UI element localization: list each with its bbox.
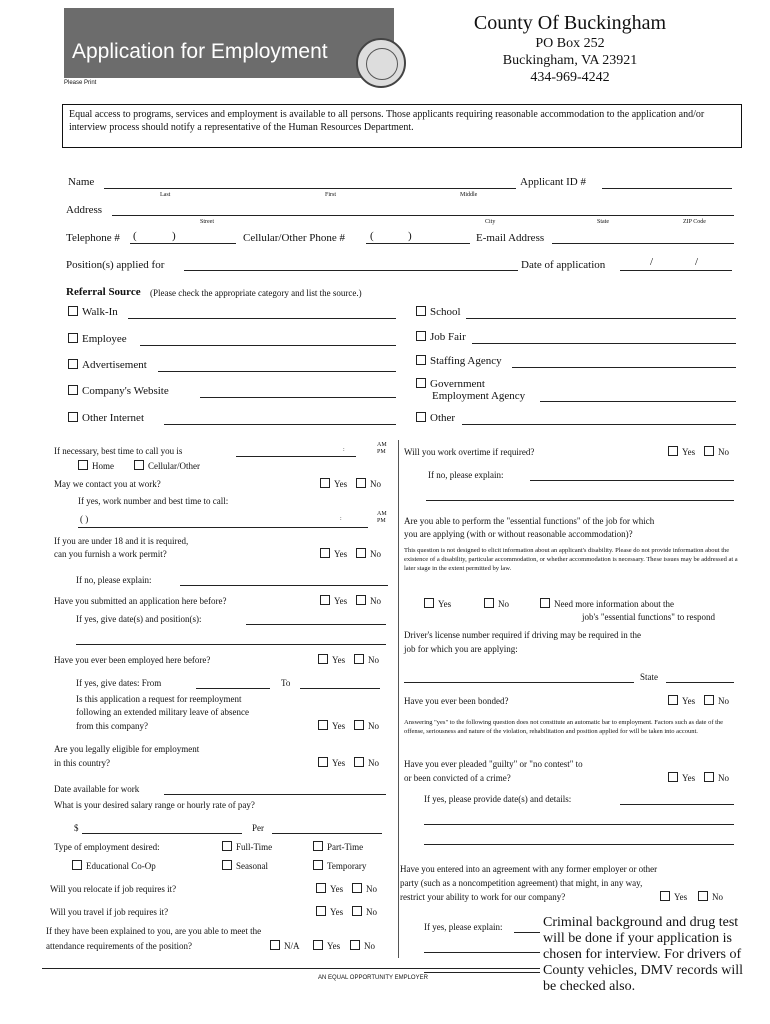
eligible-no-checkbox[interactable] [354, 757, 364, 767]
no-label: No [368, 758, 379, 768]
city-sublabel: City [485, 219, 496, 225]
government-checkbox[interactable] [416, 378, 426, 388]
referral-website[interactable] [68, 385, 169, 397]
school-checkbox[interactable] [416, 306, 426, 316]
agreement-explain-field-2[interactable] [424, 952, 540, 953]
yes-label: Yes [334, 549, 348, 559]
overtime-no-checkbox[interactable] [704, 446, 714, 456]
job-fair-field[interactable] [472, 343, 736, 344]
reemploy-line2: following an extended military leave of absence [76, 707, 249, 717]
date-available-label: Date available for work [54, 784, 140, 794]
walk-in-label: Walk-In [82, 306, 118, 318]
government-label: Government [430, 378, 485, 390]
temporary-checkbox[interactable] [313, 860, 323, 870]
email-label: E-mail Address [476, 232, 545, 244]
eligible-line2: in this country? [54, 758, 110, 768]
background-check-note: Criminal background and drug test will be done if your application is chosen for interview. For drivers of County vehicles, DMV records will be checked also. [543, 915, 743, 994]
full-time-checkbox[interactable] [222, 841, 232, 851]
state-sublabel: State [597, 219, 609, 225]
type-employment-label: Type of employment desired: [54, 842, 160, 852]
agreement-explain-field[interactable] [514, 932, 540, 933]
agreement-no-checkbox[interactable] [698, 891, 708, 901]
crime-details-field-3[interactable] [424, 844, 734, 845]
no-label: No [370, 596, 381, 606]
to-label: To [281, 678, 291, 688]
no-label: No [498, 599, 509, 609]
home-checkbox[interactable] [78, 460, 88, 470]
contact-work-label: May we contact you at work? [54, 479, 161, 489]
last-sublabel: Last [160, 192, 171, 198]
referral-instructions: (Please check the appropriate category and list the source.) [150, 288, 362, 298]
work-time-pm: PM [377, 518, 386, 524]
yes-label: Yes [330, 907, 344, 917]
column-divider [398, 440, 399, 958]
phone-paren-close: ) [172, 230, 176, 242]
crime-details-field-2[interactable] [424, 824, 734, 825]
no-label: No [366, 907, 377, 917]
cell-other-option[interactable] [134, 460, 200, 471]
salary-dollar: $ [74, 823, 79, 833]
yes-label: Yes [682, 773, 696, 783]
employed-before-label: Have you ever been employed here before? [54, 655, 211, 665]
referral-job-fair[interactable] [416, 331, 466, 343]
website-field[interactable] [200, 397, 396, 398]
submitted-dates-field[interactable] [246, 624, 386, 625]
permit-yes[interactable] [320, 548, 347, 559]
government-line2: Employment Agency [432, 390, 526, 402]
position-field[interactable] [184, 270, 518, 271]
overtime-explain-field-2[interactable] [426, 500, 734, 501]
other-checkbox[interactable] [416, 412, 426, 422]
staffing-field[interactable] [512, 367, 736, 368]
attendance-line2: attendance requirements of the position? [46, 941, 192, 951]
attendance-na-checkbox[interactable] [270, 940, 280, 950]
employed-no-checkbox[interactable] [354, 654, 364, 664]
other-internet-checkbox[interactable] [68, 412, 78, 422]
travel-yes[interactable] [316, 906, 343, 917]
relocate-no-checkbox[interactable] [352, 883, 362, 893]
yes-label: Yes [674, 892, 688, 902]
staffing-label: Staffing Agency [430, 355, 502, 367]
reemploy-yes-checkbox[interactable] [318, 720, 328, 730]
attendance-line1: If they have been explained to you, are you able to meet the [46, 926, 262, 936]
government-field[interactable] [540, 401, 736, 402]
other-internet-field[interactable] [164, 424, 396, 425]
eligible-yes-checkbox[interactable] [318, 757, 328, 767]
best-time-colon: : [343, 447, 345, 453]
employee-checkbox[interactable] [68, 333, 78, 343]
from-date-field[interactable] [196, 688, 270, 689]
street-sublabel: Street [200, 219, 214, 225]
referral-staffing[interactable] [416, 355, 502, 367]
work-number-paren: ( ) [80, 514, 89, 524]
school-field[interactable] [466, 318, 736, 319]
guilty-line1: Have you ever pleaded "guilty" or "no contest" to [404, 759, 583, 769]
full-time-label: Full-Time [236, 842, 273, 852]
bonded-yes[interactable] [668, 695, 695, 706]
eligible-yes[interactable] [318, 757, 345, 768]
bonded-yes-checkbox[interactable] [668, 695, 678, 705]
date-slash-2: / [695, 256, 699, 268]
yes-label: Yes [332, 655, 346, 665]
guilty-no-checkbox[interactable] [704, 772, 714, 782]
agreement-line3: restrict your ability to work for our company? [400, 892, 566, 902]
zip-sublabel: ZIP Code [683, 219, 706, 225]
edu-coop-label: Educational Co-Op [86, 861, 156, 871]
need-more-label: Need more information about the [554, 599, 674, 609]
seasonal-option[interactable] [222, 860, 268, 871]
name-label: Name [68, 176, 95, 188]
submitted-no[interactable] [356, 595, 381, 606]
reemploy-no[interactable] [354, 720, 379, 731]
dates-from-label: If yes, give dates: From [76, 678, 162, 688]
applicant-id-label: Applicant ID # [520, 176, 586, 188]
submitted-dates-field-2[interactable] [76, 644, 386, 645]
referral-employee[interactable] [68, 333, 127, 345]
under18-line2: can you furnish a work permit? [54, 549, 167, 559]
temporary-label: Temporary [327, 861, 367, 871]
license-line1: Driver's license number required if driving may be required in the [404, 630, 642, 640]
cellular-label: Cellular/Other Phone # [243, 232, 346, 244]
middle-sublabel: Middle [460, 192, 478, 198]
address-field[interactable] [112, 215, 734, 216]
travel-label: Will you travel if job requires it? [50, 907, 169, 917]
reemploy-yes[interactable] [318, 720, 345, 731]
temporary-option[interactable] [313, 860, 366, 871]
referral-school[interactable] [416, 306, 461, 318]
essential-line1: Are you able to perform the "essential functions" of the job for which [404, 516, 655, 526]
disability-disclaimer: This question is not designed to elicit information about an applicant's disability. Please do not provide information about the existence of a disability, particular accommodation, or whether accommodation is necessary. These issues may be addressed at a later stage in the extent permitted by law. [404, 547, 738, 572]
date-of-application-label: Date of application [521, 259, 606, 271]
other-field[interactable] [462, 424, 736, 425]
cell-paren-open: ( [370, 230, 374, 242]
best-time-field[interactable] [236, 456, 356, 457]
agreement-yes[interactable] [660, 891, 687, 902]
employed-no[interactable] [354, 654, 379, 665]
telephone-field[interactable] [130, 243, 236, 244]
reemploy-no-checkbox[interactable] [354, 720, 364, 730]
no-label: No [712, 892, 723, 902]
yes-label: Yes [334, 479, 348, 489]
travel-no-checkbox[interactable] [352, 906, 362, 916]
yes-label: Yes [334, 596, 348, 606]
cellular-field[interactable] [366, 243, 470, 244]
school-label: School [430, 306, 461, 318]
county-seal-icon [356, 38, 406, 88]
contact-work-no[interactable] [356, 478, 381, 489]
staffing-checkbox[interactable] [416, 355, 426, 365]
agreement-explain-label: If yes, please explain: [424, 922, 503, 932]
work-time-colon: : [340, 516, 342, 522]
referral-other-internet[interactable] [68, 412, 144, 424]
license-state-label: State [640, 672, 658, 682]
home-label: Home [92, 461, 114, 471]
website-label: Company's Website [82, 385, 169, 397]
crime-details-label: If yes, please provide date(s) and details: [424, 794, 572, 804]
yes-label: Yes [327, 941, 341, 951]
address-label: Address [66, 204, 103, 216]
relocate-label: Will you relocate if job requires it? [50, 884, 177, 894]
essential-line2: you are applying (with or without reasonable accommodation)? [404, 529, 633, 539]
no-label: No [718, 773, 729, 783]
best-time-am: AM [377, 442, 387, 448]
contact-work-no-checkbox[interactable] [356, 478, 366, 488]
employed-yes-checkbox[interactable] [318, 654, 328, 664]
date-of-application-field[interactable] [620, 270, 732, 271]
submitted-yes-checkbox[interactable] [320, 595, 330, 605]
crime-details-field[interactable] [620, 804, 734, 805]
other-internet-label: Other Internet [82, 412, 144, 424]
under18-line1: If you are under 18 and it is required, [54, 536, 189, 546]
county-name: County Of Buckingham [473, 12, 667, 34]
permit-no[interactable] [356, 548, 381, 559]
equal-opportunity-footer: AN EQUAL OPPORTUNITY EMPLOYER [318, 975, 428, 981]
eligible-no[interactable] [354, 757, 379, 768]
footer-rule [42, 968, 540, 969]
cell-other-checkbox[interactable] [134, 460, 144, 470]
agreement-no[interactable] [698, 891, 723, 902]
no-label: No [370, 479, 381, 489]
reemploy-line3: from this company? [76, 721, 148, 731]
attendance-na[interactable] [270, 940, 300, 951]
contact-work-yes-checkbox[interactable] [320, 478, 330, 488]
salary-field[interactable] [82, 833, 242, 834]
agreement-line2: party (such as a noncompetition agreement) that might, in any way, [400, 878, 643, 888]
agreement-yes-checkbox[interactable] [660, 891, 670, 901]
county-po-box: PO Box 252 [535, 36, 605, 51]
referral-source-title: Referral Source [66, 286, 141, 298]
email-field[interactable] [552, 243, 734, 244]
telephone-label: Telephone # [66, 232, 120, 244]
referral-other[interactable] [416, 412, 455, 424]
salary-label: What is your desired salary range or hourly rate of pay? [54, 800, 255, 810]
applicant-id-field[interactable] [602, 188, 732, 189]
overtime-yes[interactable] [668, 446, 695, 457]
best-time-pm: PM [377, 449, 386, 455]
contact-work-yes[interactable] [320, 478, 347, 489]
no-label: No [370, 549, 381, 559]
equal-access-notice: Equal access to programs, services and employment is available to all persons. Those applicants requiring reasonable accommodation to the application and/or interview process should notify a representative of the Human Resources Department. [62, 104, 742, 148]
attendance-yes-checkbox[interactable] [313, 940, 323, 950]
no-label: No [718, 696, 729, 706]
yes-label: Yes [438, 599, 452, 609]
no-label: No [368, 655, 379, 665]
need-more-line2: job's "essential functions" to respond [582, 612, 715, 622]
essential-need-more[interactable] [540, 598, 674, 609]
referral-walk-in[interactable] [68, 306, 118, 318]
full-time-option[interactable] [222, 841, 272, 852]
edu-coop-checkbox[interactable] [72, 860, 82, 870]
criminal-disclaimer: Answering "yes" to the following question does not constitute an automatic bar to employment. Factors such as date of the offense, seriousness and nature of the violation, rehabilitation and position applied for will be taken into account. [404, 719, 724, 735]
need-more-checkbox[interactable] [540, 598, 550, 608]
no-label: No [368, 721, 379, 731]
attendance-no[interactable] [350, 940, 375, 951]
employed-yes[interactable] [318, 654, 345, 665]
no-label: No [364, 941, 375, 951]
essential-no[interactable] [484, 598, 509, 609]
agreement-explain-field-3[interactable] [424, 972, 540, 973]
yes-label: Yes [682, 696, 696, 706]
agreement-line1: Have you entered into an agreement with any former employer or other [400, 864, 658, 874]
cell-other-label: Cellular/Other [148, 461, 200, 471]
essential-yes-checkbox[interactable] [424, 598, 434, 608]
permit-no-checkbox[interactable] [356, 548, 366, 558]
submitted-no-checkbox[interactable] [356, 595, 366, 605]
first-sublabel: First [325, 192, 337, 198]
part-time-checkbox[interactable] [313, 841, 323, 851]
relocate-yes[interactable] [316, 883, 343, 894]
overtime-label: Will you work overtime if required? [404, 447, 535, 457]
travel-yes-checkbox[interactable] [316, 906, 326, 916]
county-city-state: Buckingham, VA 23921 [502, 53, 638, 68]
yes-label: Yes [682, 447, 696, 457]
walk-in-checkbox[interactable] [68, 306, 78, 316]
website-checkbox[interactable] [68, 385, 78, 395]
bonded-no-checkbox[interactable] [704, 695, 714, 705]
attendance-yes[interactable] [313, 940, 340, 951]
advertisement-field[interactable] [158, 371, 396, 372]
relocate-no[interactable] [352, 883, 377, 894]
name-field[interactable] [104, 188, 516, 189]
advertisement-label: Advertisement [82, 359, 147, 371]
relocate-yes-checkbox[interactable] [316, 883, 326, 893]
seasonal-checkbox[interactable] [222, 860, 232, 870]
guilty-line2: or been convicted of a crime? [404, 773, 511, 783]
best-time-label: If necessary, best time to call you is [54, 446, 183, 456]
no-label: No [718, 447, 729, 457]
part-time-option[interactable] [313, 841, 363, 852]
license-line2: job for which you are applying: [404, 644, 518, 654]
overtime-no[interactable] [704, 446, 729, 457]
overtime-yes-checkbox[interactable] [668, 446, 678, 456]
yes-label: Yes [332, 758, 346, 768]
submitted-dates-label: If yes, give date(s) and position(s): [76, 614, 202, 624]
please-print-label: Please Print [64, 80, 97, 86]
job-fair-checkbox[interactable] [416, 331, 426, 341]
cell-paren-close: ) [408, 230, 412, 242]
overtime-explain-label: If no, please explain: [428, 470, 504, 480]
date-available-field[interactable] [164, 794, 386, 795]
date-slash-1: / [650, 256, 654, 268]
work-time-am: AM [377, 511, 387, 517]
yes-label: Yes [332, 721, 346, 731]
submitted-yes[interactable] [320, 595, 347, 606]
seasonal-label: Seasonal [236, 861, 268, 871]
phone-paren-open: ( [133, 230, 137, 242]
essential-yes[interactable] [424, 598, 451, 609]
to-date-field[interactable] [300, 688, 380, 689]
position-label: Position(s) applied for [66, 259, 165, 271]
county-phone: 434-969-4242 [530, 70, 610, 85]
attendance-no-checkbox[interactable] [350, 940, 360, 950]
employee-label: Employee [82, 333, 127, 345]
no-label: No [366, 884, 377, 894]
essential-no-checkbox[interactable] [484, 598, 494, 608]
reemploy-line1: Is this application a request for reemployment [76, 694, 242, 704]
home-option[interactable] [78, 460, 114, 471]
yes-label: Yes [330, 884, 344, 894]
work-number-label: If yes, work number and best time to call: [78, 496, 229, 506]
form-title: Application for Employment [72, 40, 328, 63]
permit-yes-checkbox[interactable] [320, 548, 330, 558]
license-number-field[interactable] [404, 682, 634, 683]
na-label: N/A [284, 941, 300, 951]
referral-government[interactable] [416, 378, 485, 390]
salary-per-label: Per [252, 823, 264, 833]
employee-field[interactable] [140, 345, 396, 346]
walk-in-field[interactable] [128, 318, 396, 319]
submitted-before-label: Have you submitted an application here before? [54, 596, 227, 606]
permit-explain-field[interactable] [180, 585, 388, 586]
guilty-no[interactable] [704, 772, 729, 783]
part-time-label: Part-Time [327, 842, 364, 852]
job-fair-label: Job Fair [430, 331, 466, 343]
guilty-yes[interactable] [668, 772, 695, 783]
edu-coop-option[interactable] [72, 860, 156, 871]
overtime-explain-field[interactable] [530, 480, 734, 481]
advertisement-checkbox[interactable] [68, 359, 78, 369]
license-state-field[interactable] [666, 682, 734, 683]
guilty-yes-checkbox[interactable] [668, 772, 678, 782]
bonded-no[interactable] [704, 695, 729, 706]
eligible-line1: Are you legally eligible for employment [54, 744, 200, 754]
salary-per-field[interactable] [272, 833, 382, 834]
work-number-field[interactable] [78, 527, 368, 528]
referral-advertisement[interactable] [68, 359, 147, 371]
bonded-label: Have you ever been bonded? [404, 696, 509, 706]
travel-no[interactable] [352, 906, 377, 917]
other-label: Other [430, 412, 456, 424]
permit-explain-label: If no, please explain: [76, 575, 152, 585]
